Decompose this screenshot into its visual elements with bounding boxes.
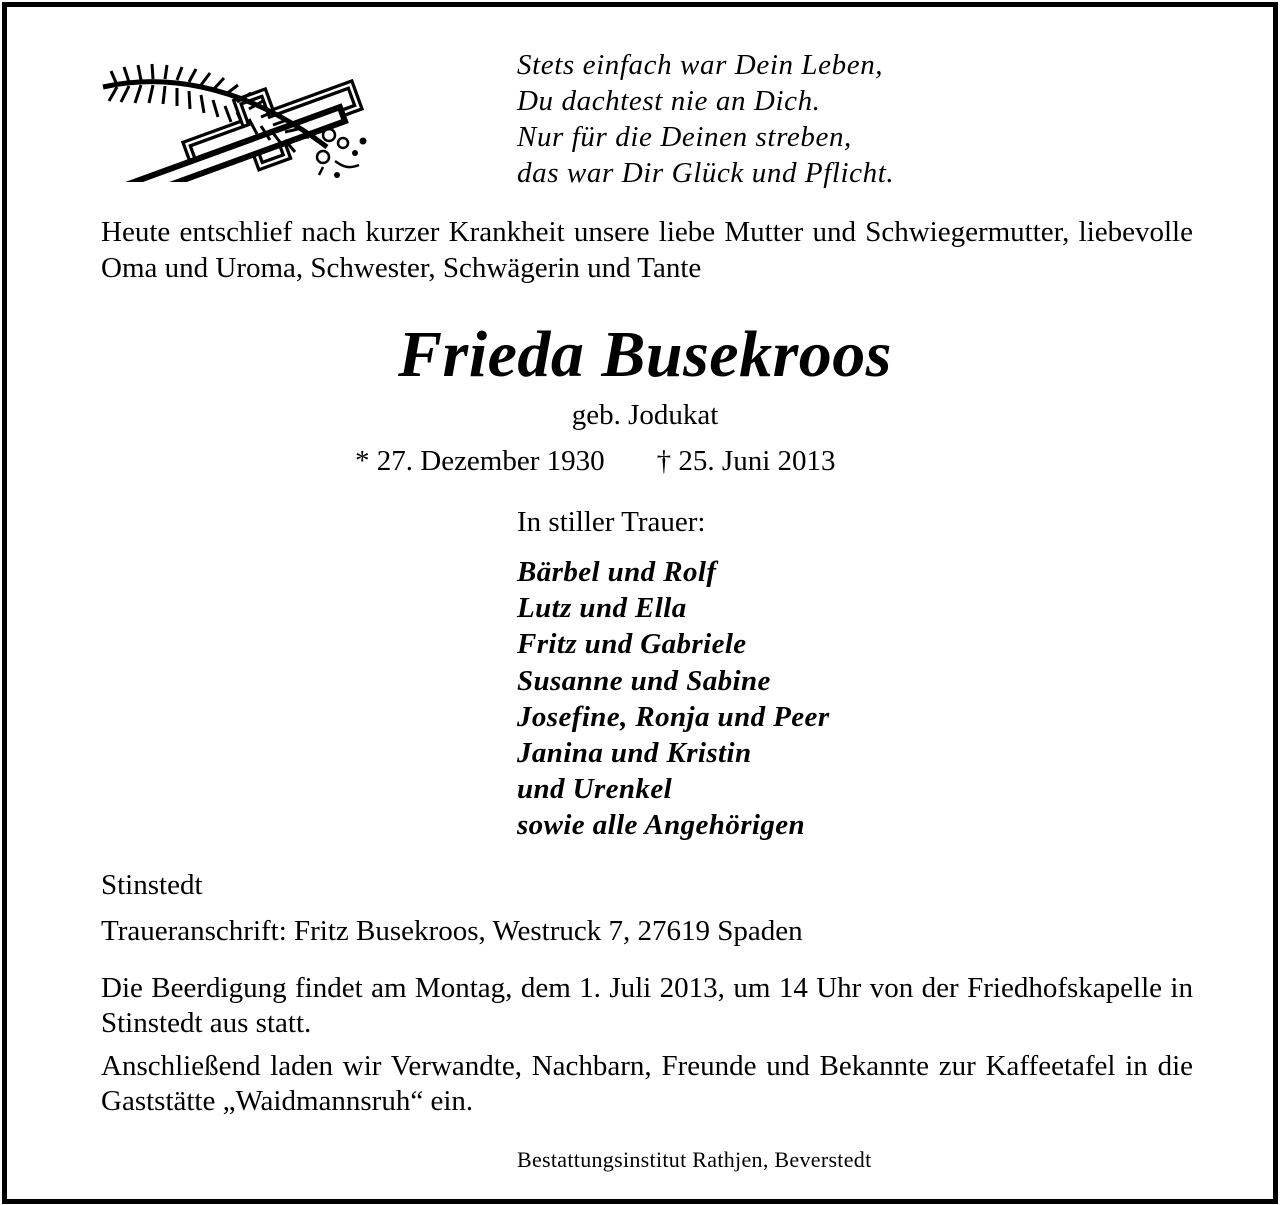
mourner-entry: Josefine, Ronja und Peer	[517, 700, 830, 733]
mourner-entry: Lutz und Ella	[517, 592, 687, 625]
obituary-notice	[2, 2, 1278, 1204]
funeral-home: Bestattungsinstitut Rathjen, Beverstedt	[517, 1147, 872, 1172]
birth-date: * 27. Dezember 1930	[355, 445, 605, 477]
maiden-name: geb. Jodukat	[571, 399, 719, 431]
poem-line: das war Dir Glück und Pflicht.	[517, 157, 895, 189]
poem-line: Du dachtest nie an Dich.	[517, 85, 821, 117]
announcement-intro: Heute entschlief nach kurzer Krankheit unsere liebe Mutter und Schwiegermutter, liebevolle Oma und Uroma, Schwester, Schwägerin und Tante	[101, 216, 1193, 284]
mourners-list	[517, 554, 830, 844]
mourner-entry: Fritz und Gabriele	[517, 628, 747, 661]
poem-line: Stets einfach war Dein Leben,	[517, 49, 884, 81]
death-date: † 25. Juni 2013	[656, 445, 836, 477]
reception-invitation: Anschließend laden wir Verwandte, Nachbarn, Freunde und Bekannte zur Kaffeetafel in die Gaststätte „Waidmannsruh“ ein.	[101, 1050, 1193, 1117]
mourner-entry: Susanne und Sabine	[517, 664, 771, 697]
place-name: Stinstedt	[101, 869, 203, 901]
life-dates	[355, 443, 836, 479]
funeral-details: Die Beerdigung findet am Montag, dem 1. Juli 2013, um 14 Uhr von der Friedhofskapelle in Stinstedt aus statt.	[101, 972, 1193, 1039]
mourning-label: In stiller Trauer:	[517, 506, 706, 538]
mourner-entry: Janina und Kristin	[517, 737, 752, 770]
mourner-entry: sowie alle Angehörigen	[517, 809, 806, 842]
mourning-address: Traueranschrift: Fritz Busekroos, Westruck 7, 27619 Spaden	[101, 915, 803, 947]
poem-line: Nur für die Deinen streben,	[517, 121, 852, 153]
cross-with-palm-frond-icon	[97, 57, 377, 182]
deceased-name: Frieda Busekroos	[398, 318, 892, 391]
mourner-entry: und Urenkel	[517, 773, 673, 806]
memorial-poem	[517, 47, 894, 191]
mourner-entry: Bärbel und Rolf	[517, 556, 717, 588]
